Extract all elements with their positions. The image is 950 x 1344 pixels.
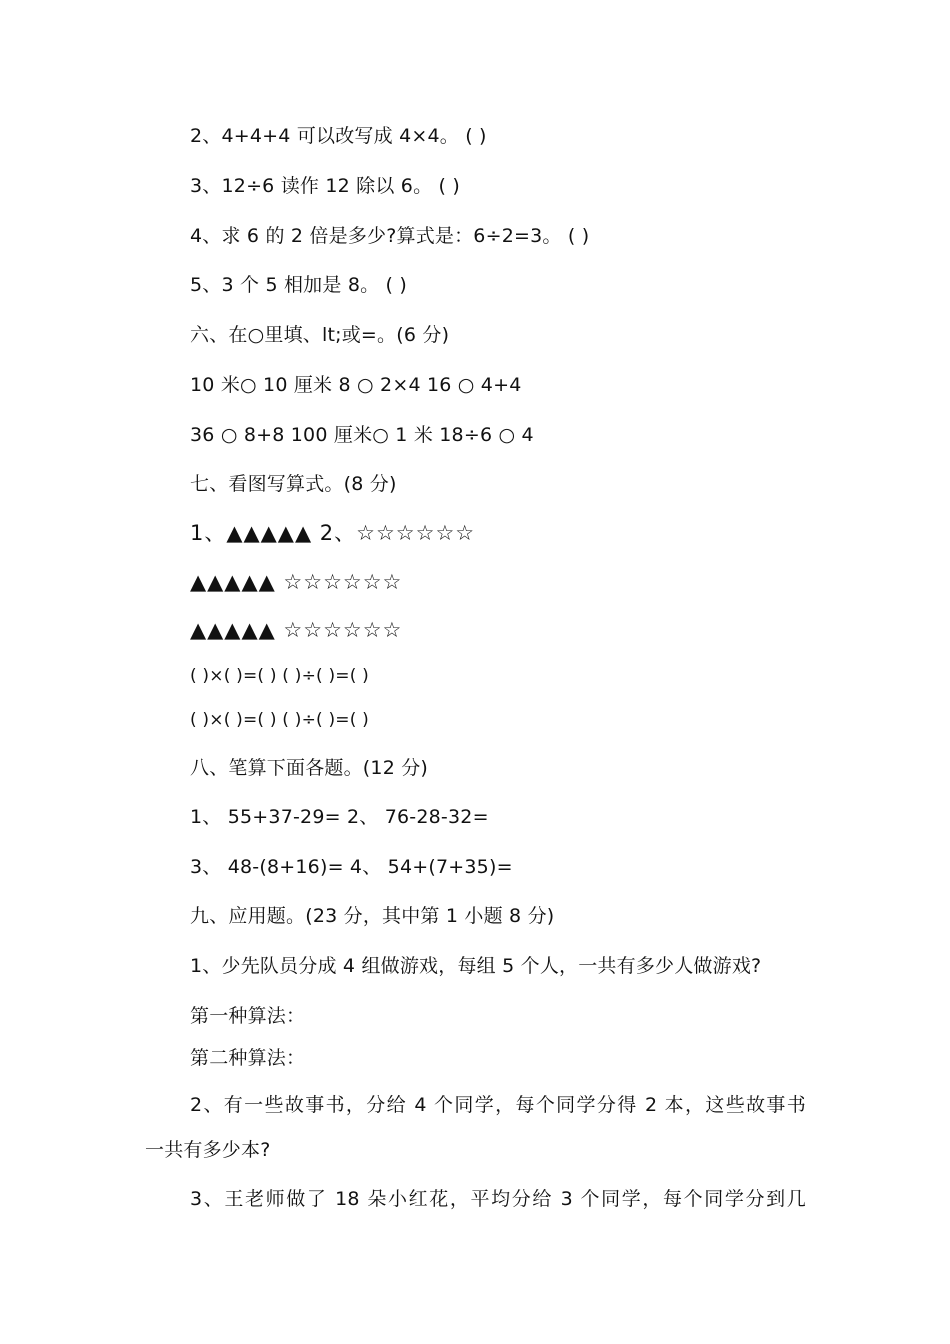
picture-row-2: ▲▲▲▲▲ ☆☆☆☆☆☆ [190,570,403,594]
formula-blank-row-1: ( )×( )=( ) ( )÷( )=( ) [190,666,369,686]
section-six-heading: 六、在○里填、lt;或=。(6 分) [190,324,450,346]
compare-row-1: 10 米○ 10 厘米 8 ○ 2×4 16 ○ 4+4 [190,374,522,396]
compare-row-2: 36 ○ 8+8 100 厘米○ 1 米 18÷6 ○ 4 [190,424,534,446]
judgement-item-4: 4、求 6 的 2 倍是多少?算式是：6÷2=3。 ( ) [190,225,590,247]
picture-row-3: ▲▲▲▲▲ ☆☆☆☆☆☆ [190,618,403,642]
judgement-item-5: 5、3 个 5 相加是 8。 ( ) [190,274,408,296]
word-problem-1: 1、少先队员分成 4 组做游戏，每组 5 个人，一共有多少人做游戏? [190,955,762,977]
section-eight-heading: 八、笔算下面各题。(12 分) [190,757,429,779]
picture-row-1: 1、▲▲▲▲▲ 2、☆☆☆☆☆☆ [190,521,476,545]
section-seven-heading: 七、看图写算式。(8 分) [190,473,397,495]
formula-blank-row-2: ( )×( )=( ) ( )÷( )=( ) [190,710,369,730]
judgement-item-2: 2、4+4+4 可以改写成 4×4。 ( ) [190,125,487,147]
method-two-label: 第二种算法： [190,1047,306,1069]
word-problem-2-continuation: 一共有多少本? [145,1139,271,1161]
calc-row-1: 1、 55+37-29= 2、 76-28-32= [190,806,489,828]
method-one-label: 第一种算法： [190,1005,306,1027]
calc-row-2: 3、 48-(8+16)= 4、 54+(7+35)= [190,856,513,878]
judgement-item-3: 3、12÷6 读作 12 除以 6。 ( ) [190,175,461,197]
section-nine-heading: 九、应用题。(23 分，其中第 1 小题 8 分) [190,905,555,927]
word-problem-3: 3、王老师做了 18 朵小红花，平均分给 3 个同学，每个同学分到几 [190,1188,806,1210]
word-problem-2: 2、有一些故事书，分给 4 个同学，每个同学分得 2 本，这些故事书 [190,1094,806,1116]
